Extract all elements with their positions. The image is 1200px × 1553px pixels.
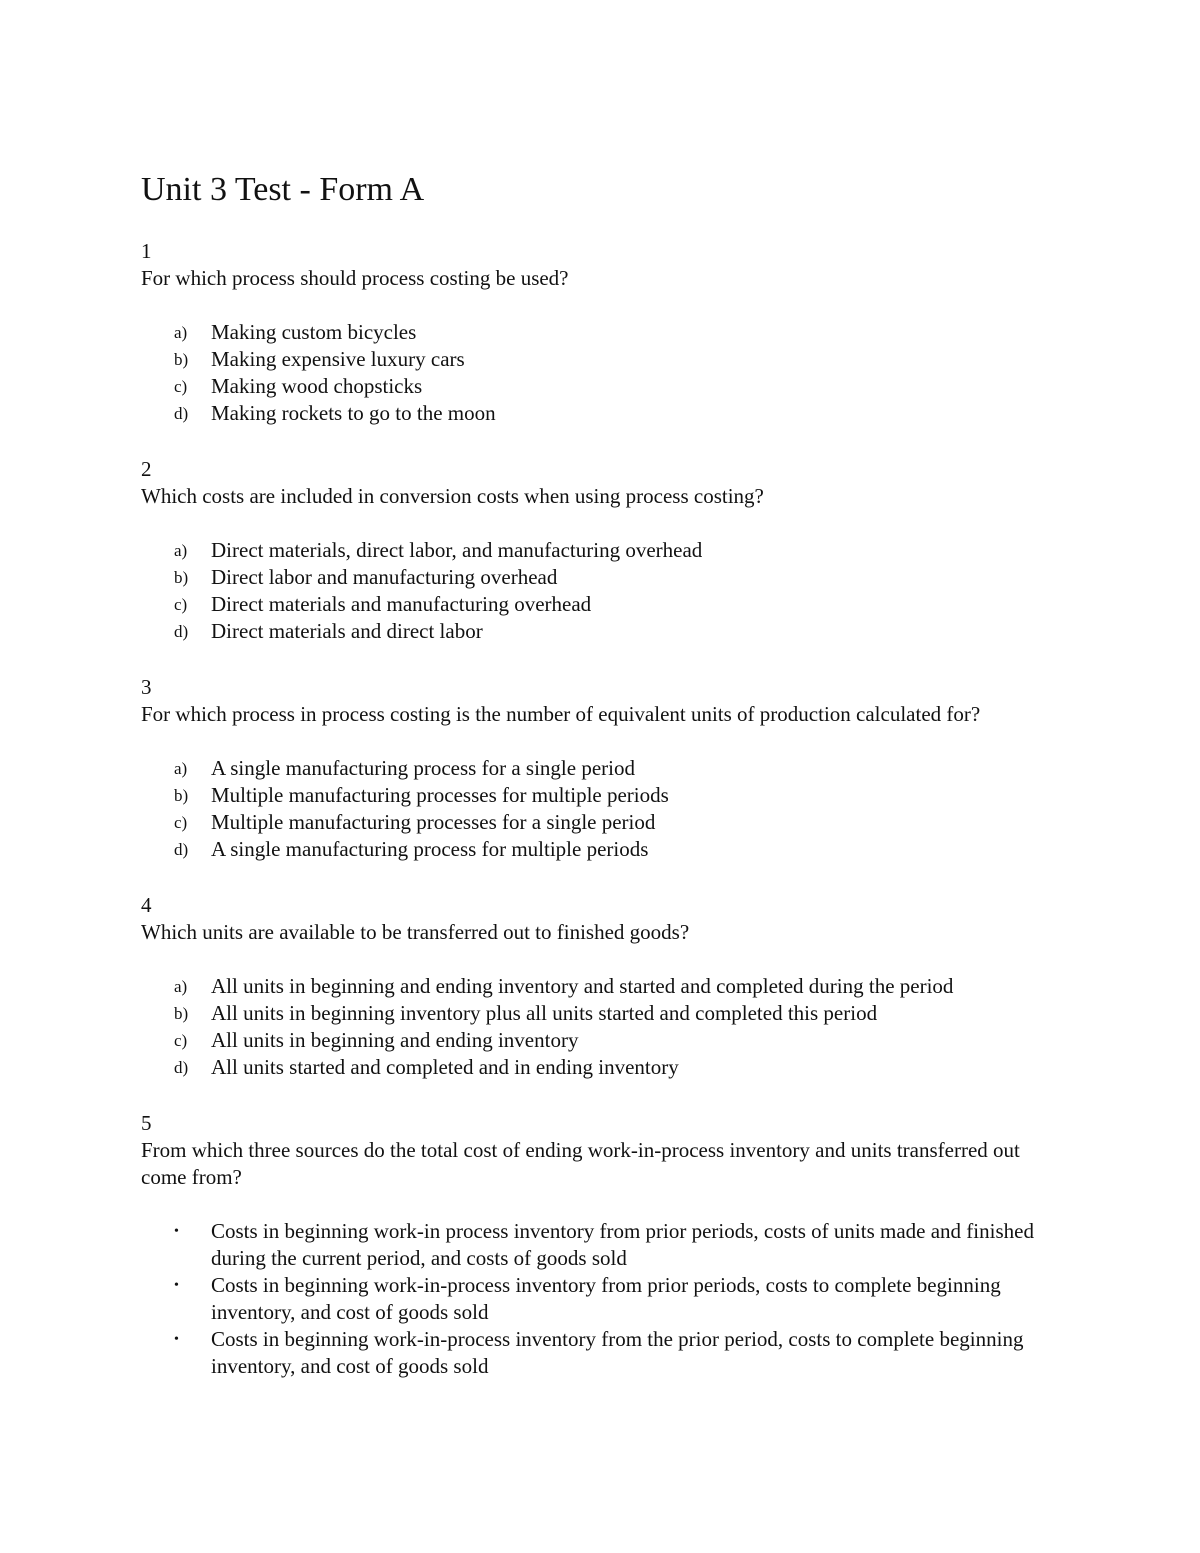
option-marker: b) <box>174 568 189 587</box>
option-marker: a) <box>174 323 188 342</box>
option-c <box>141 373 1080 400</box>
option-a <box>141 537 1080 564</box>
option-marker: c) <box>174 377 188 396</box>
option-marker: c) <box>174 813 188 832</box>
question-4 <box>141 892 1080 1081</box>
option-a <box>141 973 1080 1000</box>
option-list <box>141 973 1080 1081</box>
option-text: A single manufacturing process for a single period <box>211 756 635 780</box>
option-marker: a) <box>174 759 188 778</box>
bullet-icon: • <box>174 1332 179 1347</box>
question-number: 1 <box>141 239 152 263</box>
option-b <box>141 782 1080 809</box>
option-list <box>141 755 1080 863</box>
option-text: Direct labor and manufacturing overhead <box>211 565 558 589</box>
option-marker: a) <box>174 541 188 560</box>
option-d <box>141 400 1080 427</box>
question-5 <box>141 1110 1080 1380</box>
option-text: Costs in beginning work-in-process inventory from the prior period, costs to complete beginning inventory, and cost of goods sold <box>211 1327 1024 1378</box>
option-text: A single manufacturing process for multiple periods <box>211 837 649 861</box>
option-text: Multiple manufacturing processes for multiple periods <box>211 783 669 807</box>
question-text: From which three sources do the total cost of ending work-in-process inventory and units transferred out come from? <box>141 1138 1020 1189</box>
option-text: Making wood chopsticks <box>211 374 423 398</box>
option-text: Costs in beginning work-in-process inventory from prior periods, costs to complete beginning inventory, and cost of goods sold <box>211 1273 1001 1324</box>
option-c <box>141 809 1080 836</box>
option-marker: b) <box>174 786 189 805</box>
option-list <box>141 319 1080 427</box>
option-c <box>141 591 1080 618</box>
option-c <box>141 1027 1080 1054</box>
option-marker: c) <box>174 1031 188 1050</box>
page-title: Unit 3 Test - Form A <box>141 171 425 208</box>
option-bullet-3 <box>141 1326 1080 1380</box>
option-bullet-2 <box>141 1272 1080 1326</box>
question-text: For which process in process costing is the number of equivalent units of production calculated for? <box>141 702 981 726</box>
option-a <box>141 755 1080 782</box>
option-text: All units in beginning and ending inventory <box>211 1028 579 1052</box>
option-text: All units in beginning inventory plus all units started and completed this period <box>211 1001 878 1025</box>
question-text: Which costs are included in conversion costs when using process costing? <box>141 484 764 508</box>
question-number: 4 <box>141 893 152 917</box>
option-text: Multiple manufacturing processes for a single period <box>211 810 656 834</box>
option-a <box>141 319 1080 346</box>
question-number: 5 <box>141 1111 152 1135</box>
option-text: Making custom bicycles <box>211 320 417 344</box>
question-text: For which process should process costing be used? <box>141 266 569 290</box>
question-text: Which units are available to be transferred out to finished goods? <box>141 920 690 944</box>
option-text: Direct materials, direct labor, and manufacturing overhead <box>211 538 703 562</box>
option-b <box>141 564 1080 591</box>
option-marker: d) <box>174 840 189 859</box>
option-text: All units started and completed and in ending inventory <box>211 1055 679 1079</box>
question-3 <box>141 674 1080 863</box>
option-marker: b) <box>174 350 189 369</box>
option-marker: a) <box>174 977 188 996</box>
option-text: Costs in beginning work-in process inventory from prior periods, costs of units made and finished during the current period, and costs of goods sold <box>211 1219 1034 1270</box>
question-number: 3 <box>141 675 152 699</box>
bullet-icon: • <box>174 1278 179 1293</box>
option-marker: d) <box>174 1058 189 1077</box>
option-list <box>141 537 1080 645</box>
option-d <box>141 836 1080 863</box>
option-d <box>141 1054 1080 1081</box>
question-2 <box>141 456 1080 645</box>
option-text: Direct materials and manufacturing overhead <box>211 592 592 616</box>
option-text: Direct materials and direct labor <box>211 619 483 643</box>
option-text: All units in beginning and ending inventory and started and completed during the period <box>211 974 954 998</box>
bullet-icon: • <box>174 1224 179 1239</box>
option-marker: c) <box>174 595 188 614</box>
option-d <box>141 618 1080 645</box>
question-number: 2 <box>141 457 152 481</box>
option-marker: b) <box>174 1004 189 1023</box>
option-marker: d) <box>174 404 189 423</box>
option-text: Making expensive luxury cars <box>211 347 465 371</box>
option-b <box>141 346 1080 373</box>
option-b <box>141 1000 1080 1027</box>
option-text: Making rockets to go to the moon <box>211 401 496 425</box>
question-1 <box>141 238 1080 427</box>
option-marker: d) <box>174 622 189 641</box>
option-list <box>141 1218 1080 1380</box>
option-bullet-1 <box>141 1218 1080 1272</box>
